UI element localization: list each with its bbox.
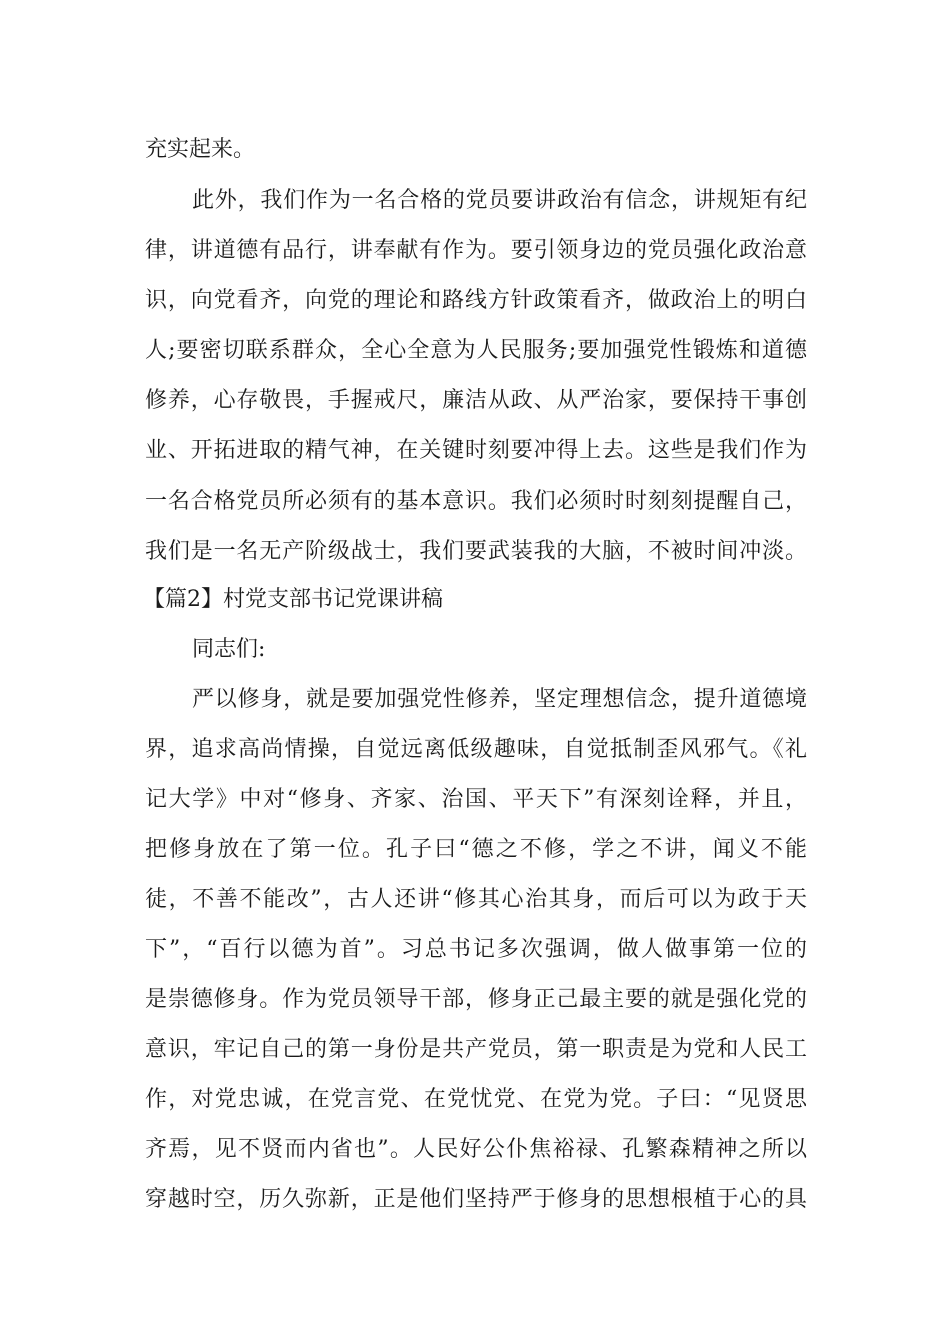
text-line: 修养，心存敬畏，手握戒尺，廉洁从政、从严治家，要保持干事创 — [145, 388, 807, 413]
text-line: 严以修身，就是要加强党性修养，坚定理想信念，提升道德境 — [192, 687, 807, 712]
text-line: 律，讲道德有品行，讲奉献有作为。要引领身边的党员强化政治意 — [145, 238, 807, 263]
text-line: 界，追求高尚情操，自觉远离低级趣味，自觉抵制歪风邪气。《礼 — [145, 737, 807, 762]
text-line: 人;要密切联系群众，全心全意为人民服务;要加强党性锻炼和道德 — [145, 338, 807, 363]
text-line: 齐焉，见不贤而内省也”。人民好公仆焦裕禄、孔繁森精神之所以 — [145, 1137, 807, 1162]
text-line: 我们是一名无产阶级战士，我们要武装我的大脑，不被时间冲淡。 — [145, 539, 807, 564]
text-line: 业、开拓进取的精气神，在关键时刻要冲得上去。这些是我们作为 — [145, 438, 807, 463]
text-line: 充实起来。 — [145, 137, 256, 162]
salutation: 同志们: — [192, 637, 266, 662]
text-line: 穿越时空，历久弥新，正是他们坚持严于修身的思想根植于心的具 — [145, 1187, 807, 1212]
text-line: 徒，不善不能改”，古人还讲“修其心治其身，而后可以为政于天 — [145, 887, 807, 912]
text-line: 一名合格党员所必须有的基本意识。我们必须时时刻刻提醒自己， — [145, 489, 807, 514]
text-line: 是崇德修身。作为党员领导干部，修身正己最主要的就是强化党的 — [145, 987, 807, 1012]
text-line: 记大学》中对“修身、齐家、治国、平天下”有深刻诠释，并且， — [145, 787, 807, 812]
text-line: 作，对党忠诚，在党言党、在党忧党、在党为党。子曰：“见贤思 — [145, 1087, 807, 1112]
section-heading: 【篇2】村党支部书记党课讲稿 — [143, 587, 443, 612]
text-line: 下”，“百行以德为首”。习总书记多次强调，做人做事第一位的 — [145, 937, 807, 962]
text-line: 此外，我们作为一名合格的党员要讲政治有信念，讲规矩有纪 — [192, 188, 807, 213]
text-line: 把修身放在了第一位。孔子曰“德之不修，学之不讲，闻义不能 — [145, 837, 807, 862]
text-line: 识，向党看齐，向党的理论和路线方针政策看齐，做政治上的明白 — [145, 288, 807, 313]
text-line: 意识，牢记自己的第一身份是共产党员，第一职责是为党和人民工 — [145, 1037, 807, 1062]
